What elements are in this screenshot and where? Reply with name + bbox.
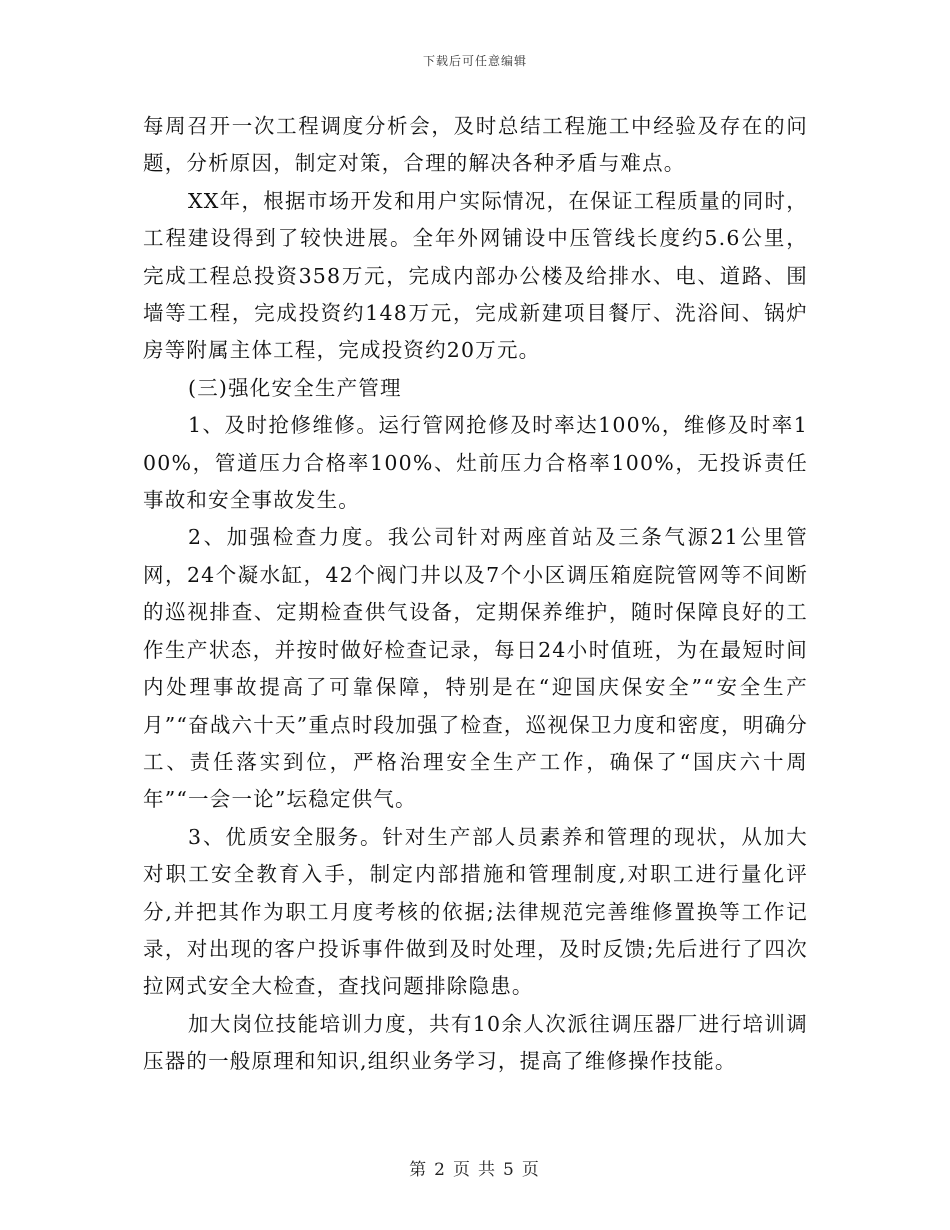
page-footer	[0, 1155, 950, 1180]
page-header	[0, 52, 950, 69]
footer-total-prefix: 共	[478, 1160, 497, 1180]
paragraph: XX年，根据市场开发和用户实际情况，在保证工程质量的同时，工程建设得到了较快进展。全年外网铺设中压管线长度约5.6公里，完成工程总投资358万元，完成内部办公楼及给排水、电、道路、围墙等工程，完成投资约148万元，完成新建项目餐厅、洗浴间、锅炉房等附属主体工程，完成投资约20万元。	[143, 188, 808, 363]
paragraph: 加大岗位技能培训力度，共有10余人次派往调压器厂进行培训调压器的一般原理和知识,组织业务学习，提高了维修操作技能。	[143, 1011, 808, 1074]
paragraph: 1、及时抢修维修。运行管网抢修及时率达100%，维修及时率100%，管道压力合格率100%、灶前压力合格率100%，无投诉责任事故和安全事故发生。	[143, 413, 808, 513]
section-heading: (三)强化安全生产管理	[188, 375, 402, 400]
page-number: 2	[434, 1160, 447, 1180]
footer-prefix: 第	[409, 1160, 429, 1180]
paragraph: 每周召开一次工程调度分析会，及时总结工程施工中经验及存在的问题，分析原因，制定对策，合理的解决各种矛盾与难点。	[143, 114, 808, 176]
footer-total-unit: 页	[521, 1160, 541, 1180]
document-body	[143, 108, 808, 1081]
footer-page-unit: 页	[453, 1160, 472, 1180]
paragraph: 3、优质安全服务。针对生产部人员素养和管理的现状，从加大对职工安全教育入手，制定内部措施和管理制度,对职工进行量化评分,并把其作为职工月度考核的依据;法律规范完善维修置换等工作记录，对出现的客户投诉事件做到及时处理，及时反馈;先后进行了四次拉网式安全大检查，查找问题排除隐患。	[143, 824, 808, 999]
total-pages: 5	[503, 1160, 516, 1180]
paragraph: 2、加强检查力度。我公司针对两座首站及三条气源21公里管网，24个凝水缸，42个阀门井以及7个小区调压箱庭院管网等不间断的巡视排查、定期检查供气设备，定期保养维护，随时保障良好的工作生产状态，并按时做好检查记录，每日24小时值班，为在最短时间内处理事故提高了可靠保障，特别是在“迎国庆保安全”“安全生产月”“奋战六十天”重点时段加强了检查，巡视保卫力度和密度，明确分工、责任落实到位，严格治理安全生产工作，确保了“国庆六十周年”“一会一论”坛稳定供气。	[143, 525, 808, 812]
header-note: 下载后可任意编辑	[422, 54, 527, 68]
